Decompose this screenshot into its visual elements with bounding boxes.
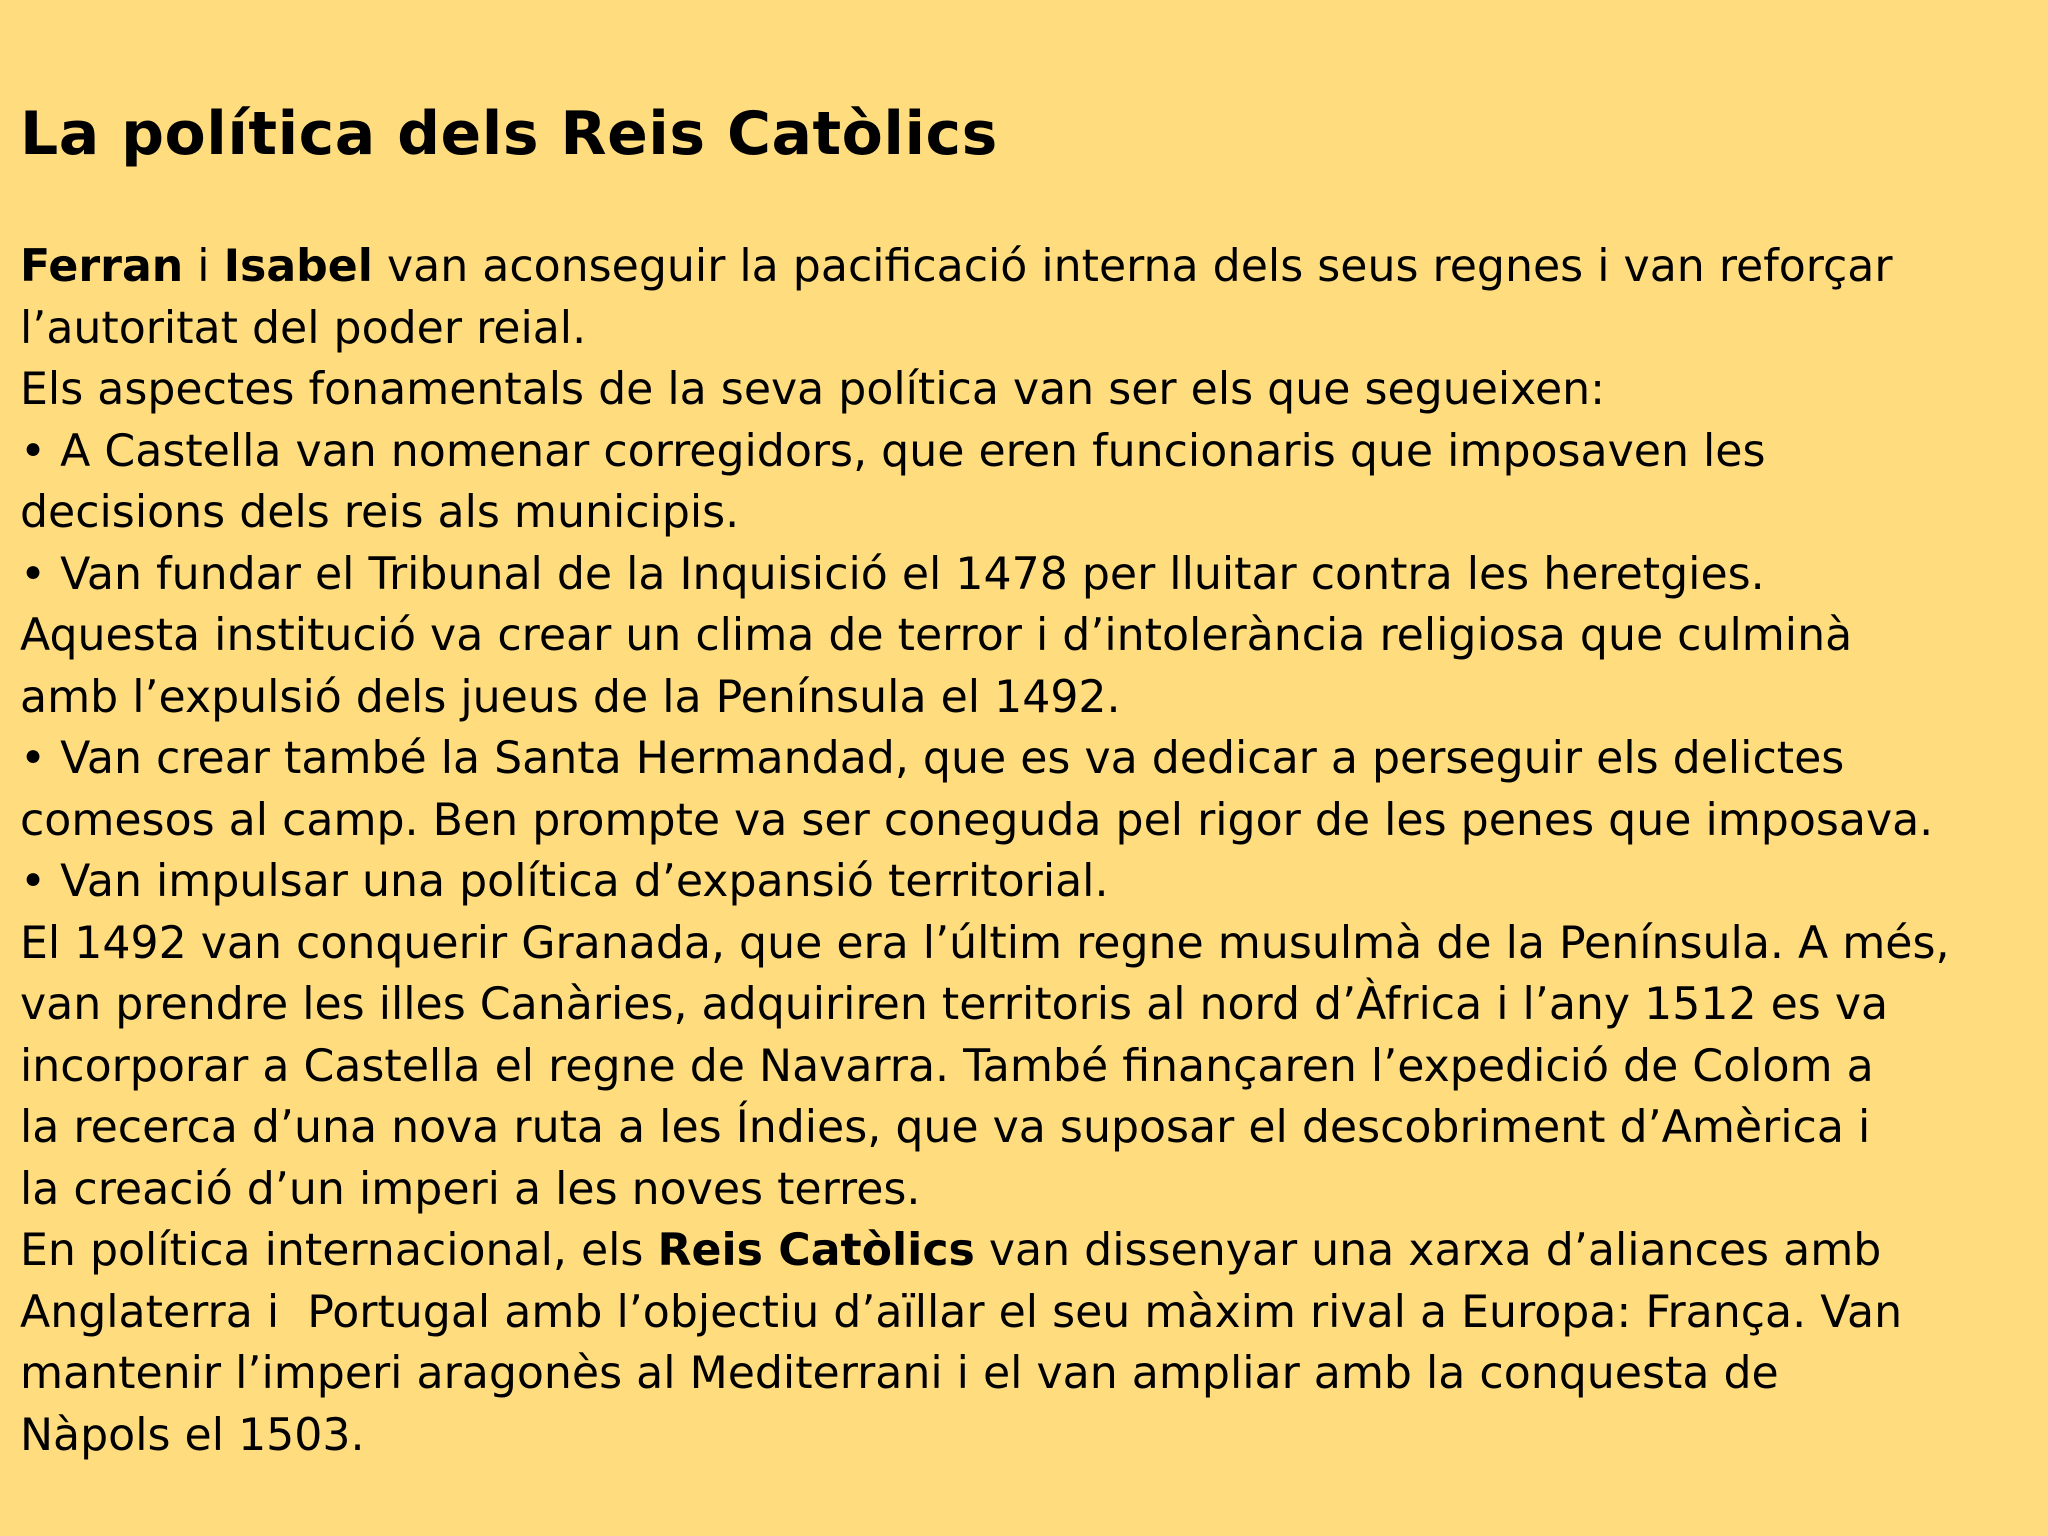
body-line-15: la recerca d’una nova ruta a les Índies, que va suposar el descobriment d’Amèrica i [20, 1102, 1871, 1153]
body-line-4: • A Castella van nomenar corregidors, que eren funcionaris que imposaven les [20, 425, 1766, 477]
body-line-16: la creació d’un imperi a les noves terres. [20, 1163, 921, 1215]
body-line-6: • Van fundar el Tribunal de la Inquisició el 1478 per lluitar contra les heretgies. [20, 548, 1765, 600]
body-text-segment: van aconseguir la pacificació interna dels seus regnes i van reforçar [372, 241, 1893, 292]
body-text-segment: En política internacional, els [20, 1225, 658, 1276]
body-line-12: El 1492 van conquerir Granada, que era l’últim regne musulmà de la Península. A més, [20, 917, 1950, 969]
slide-body [20, 236, 2030, 1466]
slide-title: La política dels Reis Catòlics [20, 99, 998, 169]
body-line-3: Els aspectes fonamentals de la seva política van ser els que segueixen: [20, 364, 1606, 415]
bold-text: Ferran [20, 241, 184, 292]
body-line-10: comesos al camp. Ben prompte va ser coneguda pel rigor de les penes que imposava. [20, 794, 1934, 846]
body-line-2: l’autoritat del poder reial. [20, 302, 587, 354]
bold-text: Isabel [223, 241, 373, 292]
body-text-segment: i [183, 241, 224, 292]
body-line-9: • Van crear també la Santa Hermandad, que es va dedicar a perseguir els delictes [20, 733, 1845, 784]
body-line-11: • Van impulsar una política d’expansió territorial. [20, 856, 1109, 907]
body-line-18: Anglaterra i Portugal amb l’objectiu d’aïllar el seu màxim rival a Europa: França. Van [20, 1286, 1903, 1338]
body-line-17 [20, 1220, 2030, 1282]
body-text-segment: van dissenyar una xarxa d’aliances amb [974, 1225, 1882, 1276]
body-line-5: decisions dels reis als municipis. [20, 487, 740, 538]
bold-text: Reis Catòlics [657, 1225, 975, 1276]
body-line-8: amb l’expulsió dels jueus de la Península el 1492. [20, 671, 1121, 723]
body-line-13: van prendre les illes Canàries, adquiriren territoris al nord d’Àfrica i l’any 1512 es va [20, 979, 1889, 1030]
body-line-14: incorporar a Castella el regne de Navarra. També finançaren l’expedició de Colom a [20, 1040, 1874, 1092]
body-line-7: Aquesta institució va crear un clima de terror i d’intolerància religiosa que culminà [20, 610, 1853, 661]
body-line-1 [20, 236, 2030, 298]
body-line-20: Nàpols el 1503. [20, 1409, 365, 1461]
body-line-19: mantenir l’imperi aragonès al Mediterrani i el van ampliar amb la conquesta de [20, 1348, 1779, 1399]
